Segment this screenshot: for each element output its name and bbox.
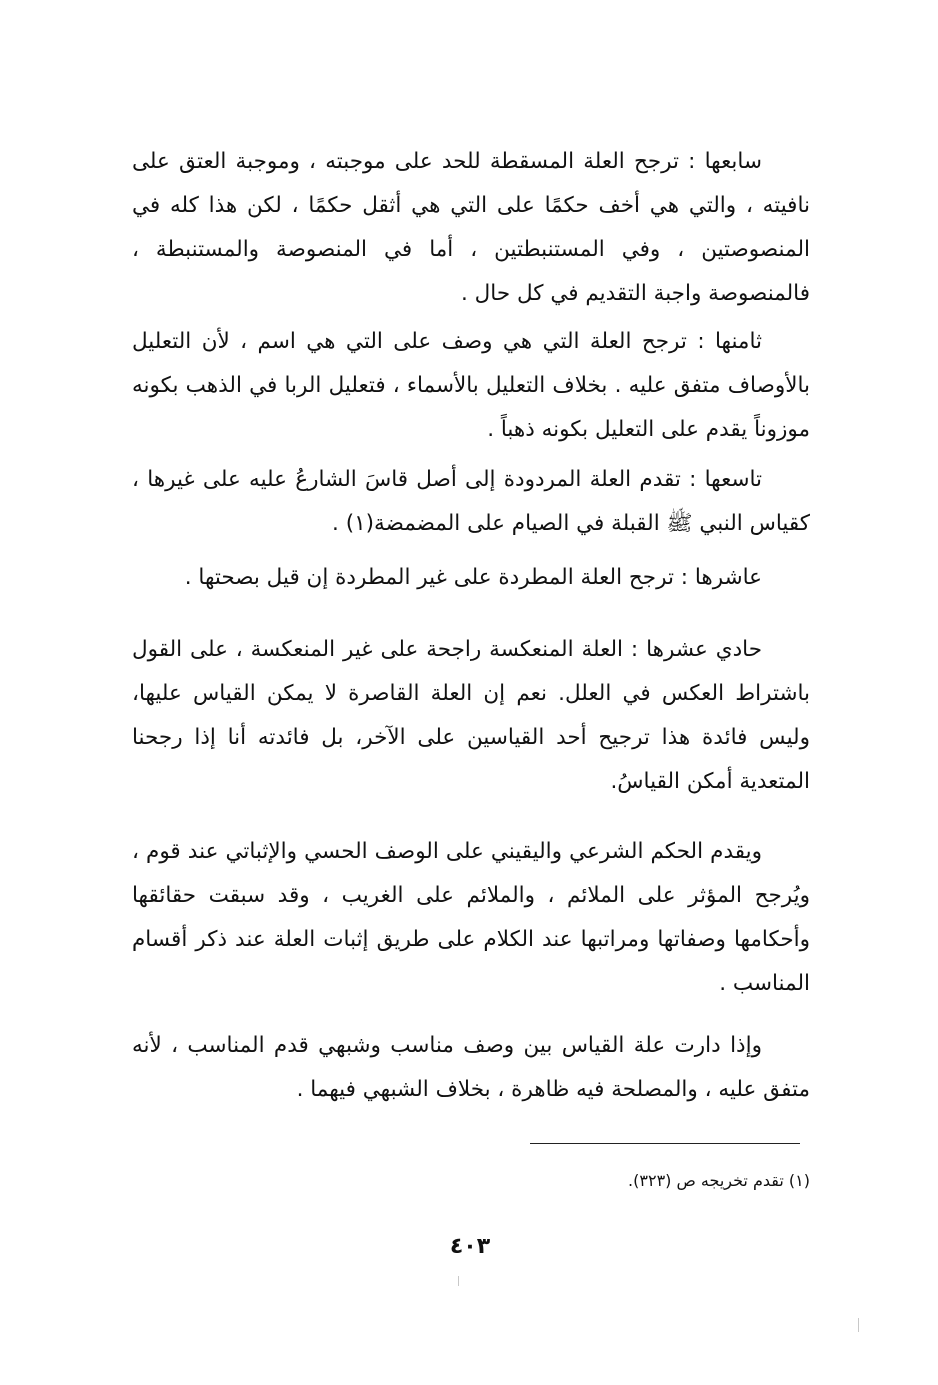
paragraph-eleventh: حادي عشرها : العلة المنعكسة راجحة على غير المنعكسة ، على القول باشتراط العكس في العلل. نعم إن العلة القاصرة لا يمكن القياس عليها، وليس فائدة هذا ترجيح أحد القياسين على الآخر، بل فائدته أنا إذا رجحنا المتعدية أمكن القياسُ. [132,637,810,794]
paragraph-seventh: سابعها : ترجح العلة المسقطة للحد على موجبته ، وموجبة العتق على نافيته ، والتي هي أخف حكمًا على التي هي أثقل حكمًا ، لكن هذا كله في المنصوصتين ، وفي المستنبطتين ، أما في المنصوصة والمستنبطة ، فالمنصوصة واجبة التقديم في كل حال . [132,149,810,306]
footnote: (١) تقدم تخريجه ص (٣٢٣). [628,1171,810,1190]
scan-speck [858,1318,859,1332]
paragraph-eighth: ثامنها : ترجح العلة التي هي وصف على التي هي اسم ، لأن التعليل بالأوصاف متفق عليه . بخلاف التعليل بالأسماء ، فتعليل الربا في الذهب بكونه موزوناً يقدم على التعليل بكونه ذهباً . [132,329,810,442]
paragraph-appropriate-vs-resemblance: وإذا دارت علة القياس بين وصف مناسب وشبهي قدم المناسب ، لأنه متفق عليه ، والمصلحة فيه ظاهرة ، بخلاف الشبهي فيهما . [132,1033,810,1102]
paragraph-ninth: تاسعها : تقدم العلة المردودة إلى أصل قاسَ الشارعُ عليه على غيرها ، كقياس النبي ﷺ القبلة في الصيام على المضمضة(١) . [132,467,810,536]
paragraph-ruling-precedence: ويقدم الحكم الشرعي واليقيني على الوصف الحسي والإثباتي عند قوم ، ويُرجح المؤثر على الملائم ، والملائم على الغريب ، وقد سبقت حقائقها وأحكامها وصفاتها ومراتبها عند الكلام على طريق إثبات العلة عند ذكر أقسام المناسب . [132,839,810,996]
paragraph-tenth: عاشرها : ترجح العلة المطردة على غير المطردة إن قيل بصحتها . [184,565,762,590]
page-number: ٤٠٣ [449,1234,491,1259]
scan-speck [458,1276,459,1286]
footnote-divider [530,1143,800,1144]
